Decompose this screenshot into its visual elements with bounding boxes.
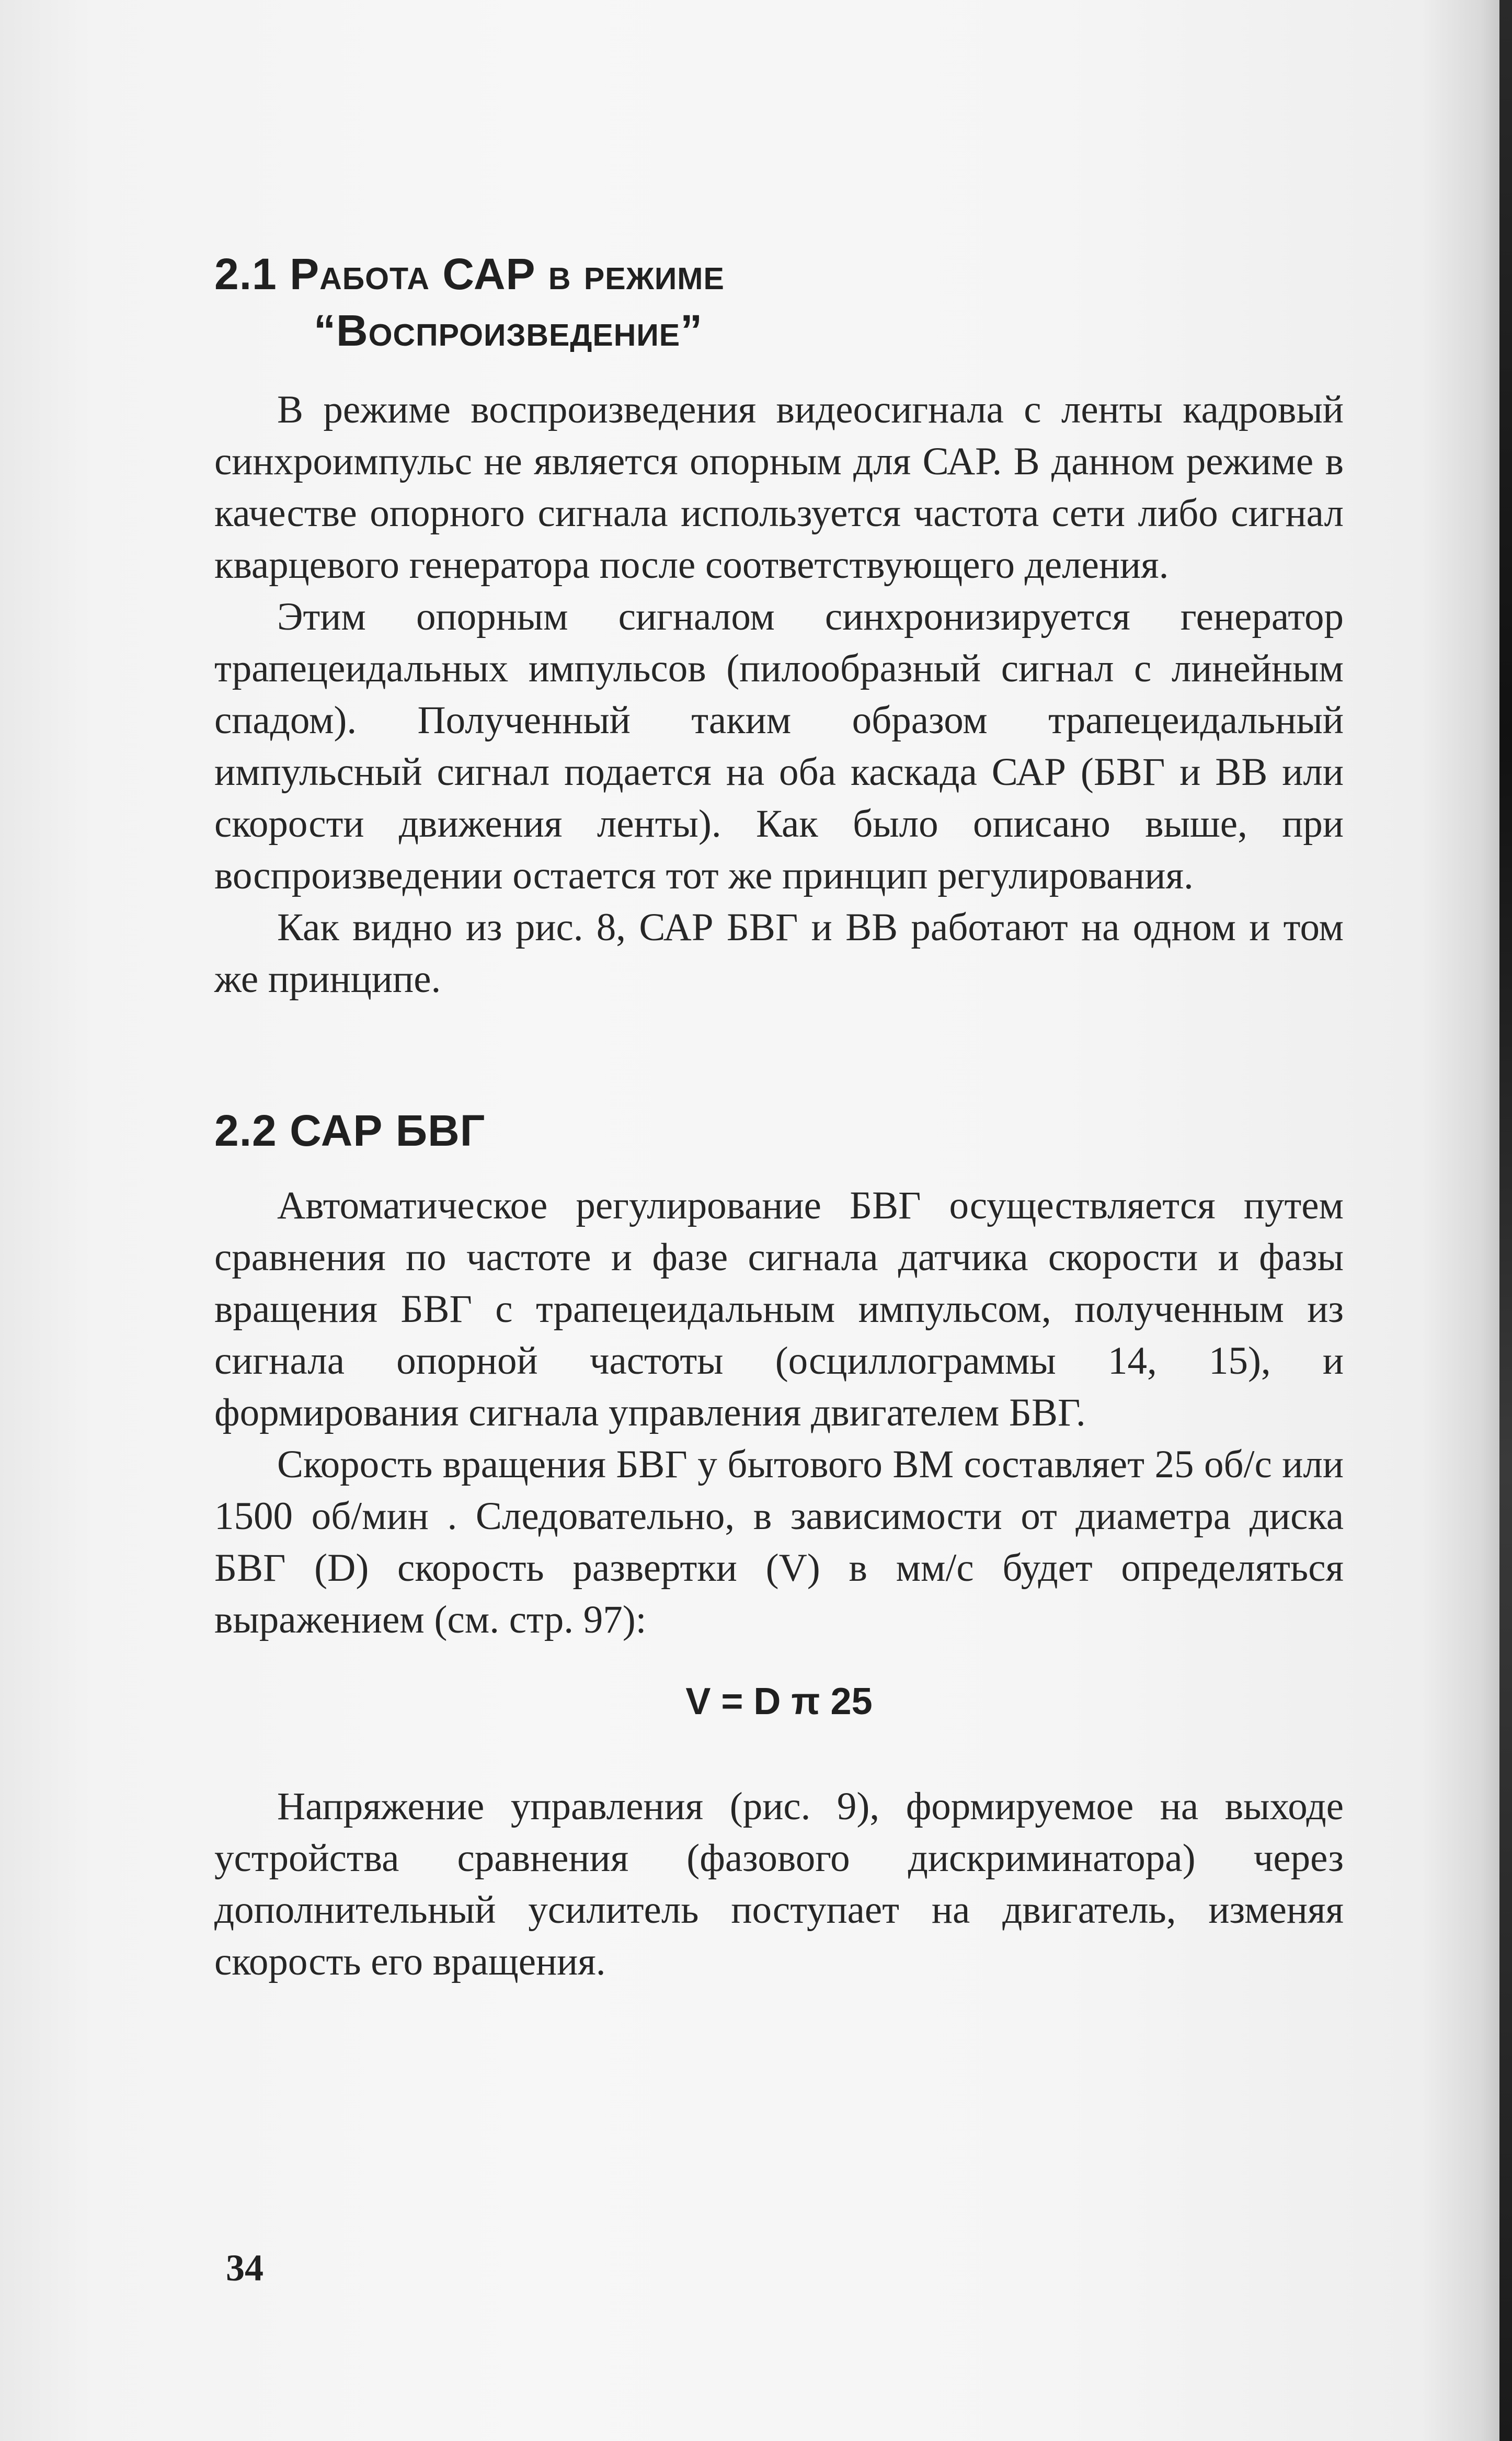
section-title-line2: “Воспроизведение” xyxy=(314,306,703,355)
section-title-2-2: 2.2 САР БВГ xyxy=(214,1106,486,1155)
paragraph: Этим опорным сигналом синхронизируется генератор трапецеидальных импульсов (пилообразный сигнал с линейным спадом). Полученный таким образом трапецеидальный импульсный сигнал подается на оба каскада САР (БВГ и ВВ или скорости движения ленты). Как было описано выше, при воспроизведении остается тот же принцип регулирования. xyxy=(214,595,1344,897)
paragraph: Скорость вращения БВГ у бытового ВМ составляет 25 об/с или 1500 об/мин . Следовательно, в зависимости от диаметра диска БВГ (D) скорость развертки (V) в мм/с будет определяться выражением (см. стр. 97): xyxy=(214,1443,1344,1641)
paragraph: Как видно из рис. 8, САР БВГ и ВВ работают на одном и том же принципе. xyxy=(214,906,1344,1001)
section-title-2-1 xyxy=(214,246,1344,359)
page-content xyxy=(214,246,1344,1988)
book-spine-shadow xyxy=(1499,0,1512,2441)
page-number: 34 xyxy=(226,2247,264,2289)
formula: V = D π 25 xyxy=(685,1681,873,1723)
paragraph: В режиме воспроизведения видеосигнала с ленты кадровый синхроимпульс не является опорным для САР. В данном режиме в качестве опорного сигнала используется частота сети либо сигнал кварцевого генератора после соответствующего деления. xyxy=(214,388,1344,587)
section-title-line1: Работа САР в режиме xyxy=(290,249,725,299)
paragraph: Автоматическое регулирование БВГ осуществляется путем сравнения по частоте и фазе сигнала датчика скорости и фазы вращения БВГ с трапецеидальным импульсом, полученным из сигнала опорной частоты (осциллограммы 14, 15), и формирования сигнала управления двигателем БВГ. xyxy=(214,1184,1344,1434)
section-number: 2.1 xyxy=(214,249,277,299)
paragraph: Напряжение управления (рис. 9), формируемое на выходе устройства сравнения (фазового дискриминатора) через дополнительный усилитель поступает на двигатель, изменяя скорость его вращения. xyxy=(214,1785,1344,1983)
